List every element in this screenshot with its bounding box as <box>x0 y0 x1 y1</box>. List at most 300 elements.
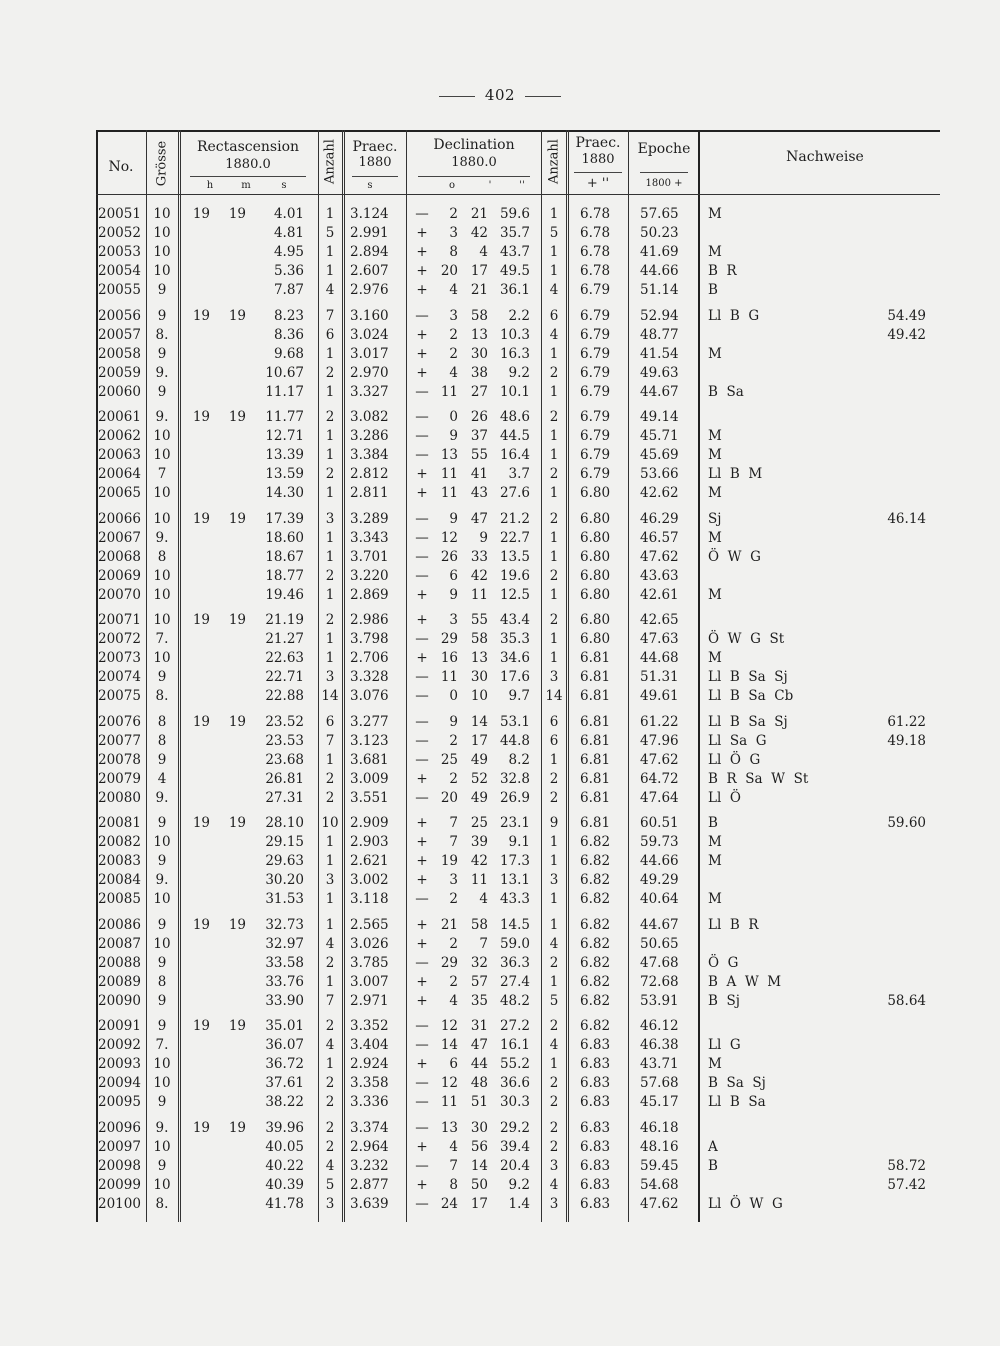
cell-anzahl-2: 2 <box>549 789 559 806</box>
cell-decl-sign: — <box>415 447 429 463</box>
cell-anzahl-2: 1 <box>549 548 559 565</box>
header-nachweise: Nachweise <box>786 149 864 165</box>
cell-ra-seconds: 22.71 <box>265 669 304 685</box>
cell-decl-sign: + <box>416 263 428 279</box>
cell-epoche: 41.54 <box>640 345 679 362</box>
cell-anzahl-2: 6 <box>549 307 559 324</box>
cell-decl-sign: — <box>415 307 429 324</box>
cell-anzahl-1: 2 <box>325 1094 335 1110</box>
cell-nachweise: M <box>708 428 722 444</box>
cell-groesse: 9 <box>157 954 167 971</box>
cell-decl-sign: — <box>415 548 429 565</box>
cell-decl-sign: — <box>415 669 429 685</box>
cell-decl-sign: — <box>415 1075 429 1091</box>
cell-praec-2: 6.79 <box>580 282 611 298</box>
cell-decl-min: 39 <box>470 834 488 850</box>
cell-ra-seconds: 18.67 <box>265 548 304 565</box>
cell-decl-min: 58 <box>470 916 488 933</box>
cell-decl-sign: + <box>416 650 428 666</box>
cell-nachweise: Ll Ö G <box>708 751 761 768</box>
cell-decl-sign: + <box>416 225 428 241</box>
table-row <box>0 789 1000 808</box>
cell-decl-min: 17 <box>470 1195 488 1212</box>
cell-anzahl-2: 2 <box>549 1075 559 1091</box>
cell-groesse: 10 <box>153 263 171 279</box>
table-row <box>0 484 1000 503</box>
cell-decl-deg: 4 <box>449 1138 458 1155</box>
cell-groesse: 9 <box>157 853 167 869</box>
cell-decl-sec: 39.4 <box>499 1138 530 1155</box>
cell-groesse: 10 <box>153 586 171 603</box>
header-epoche-unit: 1800 + <box>645 178 683 189</box>
table-row <box>0 510 1000 529</box>
header-praec-2: Praec. <box>575 135 621 151</box>
cell-anzahl-2: 2 <box>549 510 559 527</box>
cell-no: 20094 <box>98 1075 141 1091</box>
cell-anzahl-2: 1 <box>549 345 559 362</box>
cell-decl-min: 4 <box>479 891 488 907</box>
cell-praec-1: 2.964 <box>350 1138 389 1155</box>
cell-nachweise: M <box>708 244 722 260</box>
table-row <box>0 1195 1000 1214</box>
cell-nachweise: Ll B M <box>708 466 763 482</box>
cell-groesse: 10 <box>153 612 171 628</box>
cell-decl-sign: + <box>416 973 428 990</box>
cell-decl-sign: — <box>415 567 429 584</box>
cell-ra-seconds: 40.05 <box>265 1138 304 1155</box>
cell-decl-deg: 29 <box>440 954 458 971</box>
cell-praec-1: 2.811 <box>350 485 389 501</box>
cell-no: 20071 <box>98 612 141 628</box>
cell-ra-seconds: 40.39 <box>265 1176 304 1193</box>
cell-praec-2: 6.79 <box>580 326 611 343</box>
cell-praec-1: 3.404 <box>350 1037 389 1053</box>
page-number: 402 <box>484 86 516 104</box>
cell-decl-sec: 43.3 <box>499 891 530 907</box>
cell-praec-2: 6.79 <box>580 428 611 444</box>
cell-epoche: 44.68 <box>640 650 679 666</box>
table-row <box>0 890 1000 909</box>
header-epoche: Epoche <box>637 141 691 157</box>
cell-groesse: 10 <box>153 225 171 241</box>
cell-no: 20097 <box>98 1138 141 1155</box>
cell-epoche-extra: 49.18 <box>887 732 926 749</box>
cell-groesse: 10 <box>153 485 171 501</box>
cell-decl-sec: 43.4 <box>499 612 530 628</box>
cell-groesse: 10 <box>153 567 171 584</box>
cell-praec-1: 3.327 <box>350 383 389 400</box>
cell-decl-min: 52 <box>470 770 488 787</box>
cell-anzahl-2: 5 <box>549 225 559 241</box>
cell-praec-1: 3.328 <box>350 669 389 685</box>
cell-decl-sign: — <box>415 1037 429 1053</box>
cell-ra-seconds: 41.78 <box>265 1195 304 1212</box>
table-top-rule <box>96 130 940 132</box>
table-row <box>0 611 1000 630</box>
cell-epoche-extra: 54.49 <box>887 307 926 324</box>
cell-decl-min: 25 <box>470 815 488 831</box>
header-subrule <box>352 176 398 177</box>
cell-praec-1: 3.009 <box>350 770 389 787</box>
cell-epoche: 64.72 <box>640 770 679 787</box>
cell-decl-sec: 10.3 <box>499 326 530 343</box>
cell-praec-2: 6.78 <box>580 244 611 260</box>
header-praec-1-unit: s <box>367 180 373 191</box>
cell-no: 20076 <box>98 713 141 730</box>
cell-praec-1: 2.869 <box>350 586 389 603</box>
cell-groesse: 7. <box>155 631 169 647</box>
cell-decl-min: 56 <box>470 1138 488 1155</box>
cell-decl-sec: 26.9 <box>499 789 530 806</box>
header-subrule <box>190 176 306 177</box>
cell-decl-min: 17 <box>470 263 488 279</box>
cell-ra-seconds: 35.01 <box>265 1018 304 1034</box>
cell-anzahl-1: 2 <box>325 1119 335 1136</box>
cell-decl-min: 37 <box>470 428 488 444</box>
cell-ra-seconds: 38.22 <box>265 1094 304 1110</box>
cell-decl-min: 41 <box>470 466 488 482</box>
cell-groesse: 10 <box>153 891 171 907</box>
table-row <box>0 814 1000 833</box>
cell-decl-sec: 30.3 <box>499 1094 530 1110</box>
cell-anzahl-1: 6 <box>325 713 335 730</box>
cell-anzahl-1: 1 <box>325 447 335 463</box>
cell-praec-1: 3.026 <box>350 935 389 952</box>
cell-decl-sec: 23.1 <box>499 815 530 831</box>
cell-praec-2: 6.81 <box>580 669 611 685</box>
cell-epoche: 54.68 <box>640 1176 679 1193</box>
cell-praec-1: 2.812 <box>350 466 389 482</box>
cell-nachweise: Ll B G <box>708 307 760 324</box>
cell-decl-deg: 6 <box>449 567 458 584</box>
table-row <box>0 281 1000 300</box>
table-row <box>0 243 1000 262</box>
cell-decl-sec: 44.8 <box>499 732 530 749</box>
cell-nachweise: B R <box>708 263 737 279</box>
cell-no: 20096 <box>98 1119 141 1136</box>
cell-anzahl-2: 1 <box>549 428 559 444</box>
table-row <box>0 364 1000 383</box>
table-row <box>0 586 1000 605</box>
cell-praec-1: 2.607 <box>350 263 389 279</box>
cell-decl-sec: 36.3 <box>499 954 530 971</box>
cell-decl-sec: 8.2 <box>508 751 530 768</box>
cell-anzahl-1: 1 <box>325 485 335 501</box>
cell-decl-deg: 26 <box>440 548 458 565</box>
cell-anzahl-1: 4 <box>325 282 335 298</box>
cell-anzahl-1: 7 <box>325 992 335 1009</box>
cell-decl-sec: 12.5 <box>499 586 530 603</box>
cell-decl-sec: 16.4 <box>499 447 530 463</box>
cell-ra-seconds: 23.68 <box>265 751 304 768</box>
cell-anzahl-2: 1 <box>549 485 559 501</box>
cell-decl-deg: 11 <box>440 383 458 400</box>
table-row <box>0 529 1000 548</box>
cell-anzahl-1: 7 <box>325 732 335 749</box>
cell-groesse: 9 <box>157 669 167 685</box>
cell-epoche: 47.96 <box>640 732 679 749</box>
cell-anzahl-1: 14 <box>321 688 339 704</box>
cell-anzahl-1: 10 <box>321 815 339 831</box>
cell-anzahl-1: 2 <box>325 1018 335 1034</box>
cell-nachweise: Ll B Sa Sj <box>708 713 788 730</box>
cell-decl-deg: 0 <box>449 688 458 704</box>
cell-decl-sign: + <box>416 770 428 787</box>
cell-anzahl-2: 1 <box>549 751 559 768</box>
cell-anzahl-2: 3 <box>549 669 559 685</box>
table-row <box>0 1055 1000 1074</box>
header-anzahl-2: Anzahl <box>546 139 562 184</box>
table-row <box>0 630 1000 649</box>
cell-no: 20063 <box>98 447 141 463</box>
cell-decl-sign: — <box>415 732 429 749</box>
cell-decl-sign: + <box>416 992 428 1009</box>
cell-nachweise: B <box>708 1157 718 1174</box>
cell-groesse: 8 <box>157 732 167 749</box>
cell-anzahl-2: 1 <box>549 206 559 222</box>
cell-ra-hours: 19 <box>192 409 210 425</box>
table-row <box>0 770 1000 789</box>
cell-praec-1: 2.970 <box>350 364 389 381</box>
cell-decl-deg: 3 <box>449 307 458 324</box>
cell-decl-min: 14 <box>470 713 488 730</box>
cell-anzahl-1: 7 <box>325 307 335 324</box>
cell-decl-sign: — <box>415 1094 429 1110</box>
cell-praec-2: 6.83 <box>580 1037 611 1053</box>
cell-nachweise: B Sa Sj <box>708 1075 766 1091</box>
cell-praec-2: 6.81 <box>580 688 611 704</box>
cell-praec-1: 3.798 <box>350 631 389 647</box>
table-row <box>0 1093 1000 1112</box>
cell-anzahl-2: 6 <box>549 732 559 749</box>
table-row <box>0 713 1000 732</box>
cell-praec-2: 6.83 <box>580 1157 611 1174</box>
cell-praec-2: 6.80 <box>580 612 611 628</box>
cell-anzahl-1: 4 <box>325 1037 335 1053</box>
cell-anzahl-2: 2 <box>549 1094 559 1110</box>
cell-decl-deg: 3 <box>449 872 458 888</box>
header-anzahl-1: Anzahl <box>322 139 338 184</box>
cell-no: 20055 <box>98 282 141 298</box>
cell-praec-1: 2.877 <box>350 1176 389 1193</box>
cell-ra-hours: 19 <box>192 206 210 222</box>
cell-decl-sign: — <box>415 383 429 400</box>
cell-nachweise: M <box>708 529 722 546</box>
cell-anzahl-2: 2 <box>549 612 559 628</box>
cell-groesse: 9 <box>157 383 167 400</box>
cell-praec-1: 2.976 <box>350 282 389 298</box>
cell-anzahl-1: 1 <box>325 206 335 222</box>
cell-praec-2: 6.82 <box>580 954 611 971</box>
cell-anzahl-1: 1 <box>325 973 335 990</box>
cell-decl-sign: + <box>416 326 428 343</box>
cell-decl-deg: 12 <box>440 1075 458 1091</box>
cell-decl-deg: 20 <box>440 263 458 279</box>
cell-groesse: 8. <box>155 688 169 704</box>
cell-decl-sign: + <box>416 916 428 933</box>
cell-no: 20058 <box>98 345 141 362</box>
cell-praec-1: 3.076 <box>350 688 389 704</box>
cell-decl-sign: — <box>415 631 429 647</box>
cell-praec-2: 6.82 <box>580 992 611 1009</box>
cell-anzahl-1: 1 <box>325 834 335 850</box>
cell-epoche: 44.67 <box>640 916 679 933</box>
cell-praec-2: 6.78 <box>580 206 611 222</box>
cell-praec-2: 6.79 <box>580 447 611 463</box>
cell-nachweise: Ll Sa G <box>708 732 767 749</box>
cell-decl-sign: — <box>415 1157 429 1174</box>
table-row <box>0 345 1000 364</box>
cell-decl-deg: 2 <box>449 732 458 749</box>
cell-ra-hours: 19 <box>192 1119 210 1136</box>
cell-decl-deg: 2 <box>449 326 458 343</box>
cell-no: 20062 <box>98 428 141 444</box>
cell-decl-deg: 9 <box>449 586 458 603</box>
cell-decl-sec: 10.1 <box>499 383 530 400</box>
cell-praec-1: 3.336 <box>350 1094 389 1110</box>
cell-praec-2: 6.82 <box>580 935 611 952</box>
cell-nachweise: M <box>708 1056 722 1072</box>
table-row <box>0 548 1000 567</box>
cell-decl-min: 35 <box>470 992 488 1009</box>
cell-decl-deg: 0 <box>449 409 458 425</box>
header-rect-m: m <box>241 180 251 191</box>
cell-decl-sec: 34.6 <box>499 650 530 666</box>
cell-groesse: 7 <box>157 466 167 482</box>
cell-decl-deg: 2 <box>449 206 458 222</box>
table-row <box>0 992 1000 1011</box>
cell-decl-deg: 4 <box>449 282 458 298</box>
cell-decl-sign: — <box>415 751 429 768</box>
cell-decl-min: 42 <box>470 567 488 584</box>
cell-no: 20090 <box>98 992 141 1009</box>
cell-groesse: 10 <box>153 1138 171 1155</box>
cell-praec-2: 6.79 <box>580 345 611 362</box>
table-row <box>0 1176 1000 1195</box>
cell-ra-seconds: 13.39 <box>265 447 304 463</box>
cell-groesse: 8 <box>157 548 167 565</box>
cell-anzahl-1: 2 <box>325 789 335 806</box>
cell-decl-sign: + <box>416 466 428 482</box>
cell-anzahl-2: 1 <box>549 447 559 463</box>
cell-epoche: 48.16 <box>640 1138 679 1155</box>
cell-no: 20068 <box>98 548 141 565</box>
cell-praec-1: 3.220 <box>350 567 389 584</box>
cell-decl-sec: 9.2 <box>508 1176 530 1193</box>
cell-decl-sec: 22.7 <box>499 529 530 546</box>
cell-decl-min: 10 <box>470 688 488 704</box>
cell-ra-seconds: 40.22 <box>265 1157 304 1174</box>
cell-decl-deg: 9 <box>449 713 458 730</box>
cell-groesse: 10 <box>153 206 171 222</box>
cell-praec-2: 6.81 <box>580 713 611 730</box>
cell-decl-sec: 44.5 <box>499 428 530 444</box>
cell-groesse: 9 <box>157 815 167 831</box>
cell-decl-sign: — <box>415 789 429 806</box>
cell-anzahl-2: 2 <box>549 1018 559 1034</box>
cell-nachweise: M <box>708 485 722 501</box>
cell-epoche-extra: 58.64 <box>887 992 926 1009</box>
cell-nachweise: Ll Ö <box>708 789 741 806</box>
cell-praec-1: 3.374 <box>350 1119 389 1136</box>
header-groesse: Grösse <box>154 140 170 187</box>
cell-decl-deg: 16 <box>440 650 458 666</box>
table-row <box>0 954 1000 973</box>
cell-praec-1: 3.024 <box>350 326 389 343</box>
cell-no: 20079 <box>98 770 141 787</box>
cell-nachweise: Ll B Sa Sj <box>708 669 788 685</box>
cell-praec-1: 3.286 <box>350 428 389 444</box>
cell-anzahl-2: 1 <box>549 383 559 400</box>
cell-praec-2: 6.79 <box>580 364 611 381</box>
cell-decl-min: 7 <box>479 935 488 952</box>
cell-ra-hours: 19 <box>192 1018 210 1034</box>
table-row <box>0 1017 1000 1036</box>
cell-decl-deg: 4 <box>449 992 458 1009</box>
cell-decl-sec: 48.6 <box>499 409 530 425</box>
cell-decl-sign: + <box>416 1138 428 1155</box>
cell-decl-deg: 29 <box>440 631 458 647</box>
cell-decl-sec: 13.1 <box>499 872 530 888</box>
cell-praec-1: 3.124 <box>350 206 389 222</box>
cell-praec-2: 6.79 <box>580 307 611 324</box>
cell-groesse: 4 <box>157 770 167 787</box>
cell-decl-deg: 12 <box>440 1018 458 1034</box>
cell-ra-seconds: 19.46 <box>265 586 304 603</box>
cell-decl-sec: 19.6 <box>499 567 530 584</box>
cell-groesse: 10 <box>153 935 171 952</box>
cell-decl-sign: — <box>415 688 429 704</box>
cell-praec-1: 3.118 <box>350 891 389 907</box>
cell-praec-1: 2.894 <box>350 244 389 260</box>
cell-decl-deg: 4 <box>449 364 458 381</box>
cell-decl-deg: 3 <box>449 225 458 241</box>
cell-groesse: 10 <box>153 834 171 850</box>
cell-groesse: 9. <box>155 1119 169 1136</box>
cell-ra-seconds: 36.72 <box>265 1056 304 1072</box>
cell-decl-sign: — <box>415 529 429 546</box>
cell-groesse: 10 <box>153 428 171 444</box>
cell-decl-min: 47 <box>470 510 488 527</box>
cell-anzahl-1: 4 <box>325 1157 335 1174</box>
cell-decl-deg: 7 <box>449 1157 458 1174</box>
cell-epoche: 53.91 <box>640 992 679 1009</box>
cell-epoche: 45.71 <box>640 428 679 444</box>
table-row <box>0 465 1000 484</box>
cell-epoche: 47.64 <box>640 789 679 806</box>
cell-groesse: 8 <box>157 713 167 730</box>
cell-anzahl-2: 6 <box>549 713 559 730</box>
cell-decl-sec: 2.2 <box>508 307 530 324</box>
cell-epoche: 46.12 <box>640 1018 679 1034</box>
cell-decl-sec: 21.2 <box>499 510 530 527</box>
cell-decl-sec: 1.4 <box>508 1195 530 1212</box>
cell-decl-sec: 9.1 <box>508 834 530 850</box>
cell-anzahl-2: 2 <box>549 409 559 425</box>
table-row <box>0 852 1000 871</box>
cell-ra-seconds: 37.61 <box>265 1075 304 1091</box>
cell-nachweise: B Sa <box>708 383 744 400</box>
cell-decl-sign: — <box>415 713 429 730</box>
cell-no: 20072 <box>98 631 141 647</box>
cell-anzahl-1: 1 <box>325 345 335 362</box>
cell-decl-sec: 48.2 <box>499 992 530 1009</box>
cell-praec-1: 3.160 <box>350 307 389 324</box>
cell-decl-sec: 20.4 <box>499 1157 530 1174</box>
cell-ra-seconds: 32.73 <box>265 916 304 933</box>
cell-ra-seconds: 4.81 <box>273 225 304 241</box>
cell-praec-1: 3.352 <box>350 1018 389 1034</box>
